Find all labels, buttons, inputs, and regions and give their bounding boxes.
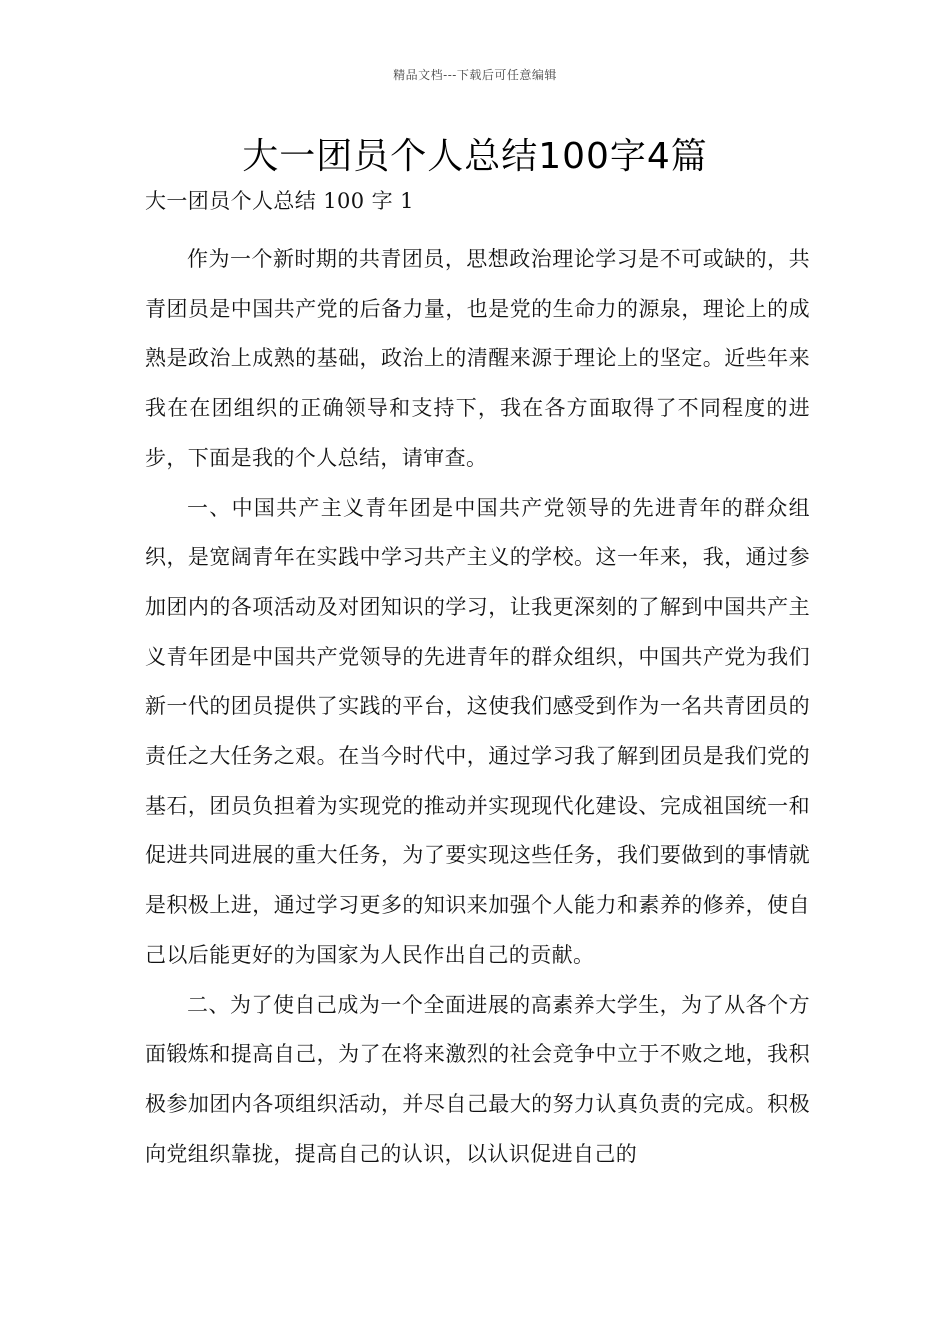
section-heading: 大一团员个人总结 100 字 1 — [145, 189, 414, 213]
paragraph-3: 二、为了使自己成为一个全面进展的高素养大学生，为了从各个方面锻炼和提高自己，为了在将来激烈的社会竞争中立于不败之地，我积极参加团内各项组织活动，并尽自己最大的努力认真负责的完成。积极向党组织靠拢，提高自己的认识，以认识促进自己的 — [145, 992, 810, 1166]
document-title: 大一团员个人总结100字4篇 — [242, 136, 708, 177]
document-body — [145, 186, 810, 1179]
paragraph-2: 一、中国共产主义青年团是中国共产党领导的先进青年的群众组织，是宽阔青年在实践中学习共产主义的学校。这一年来，我，通过参加团内的各项活动及对团知识的学习，让我更深刻的了解到中国共产主义青年团是中国共产党领导的先进青年的群众组织，中国共产党为我们新一代的团员提供了实践的平台，这使我们感受到作为一名共青团员的责任之大任务之艰。在当今时代中，通过学习我了解到团员是我们党的基石，团员负担着为实现党的推动并实现现代化建设、完成祖国统一和促进共同进展的重大任务，为了要实现这些任务，我们要做到的事情就是积极上进，通过学习更多的知识来加强个人能力和素养的修养，使自己以后能更好的为国家为人民作出自己的贡献。 — [145, 495, 810, 967]
header-note: 精品文档---下载后可任意编辑 — [393, 68, 557, 82]
paragraph-1: 作为一个新时期的共青团员，思想政治理论学习是不可或缺的，共青团员是中国共产党的后备力量，也是党的生命力的源泉，理论上的成熟是政治上成熟的基础，政治上的清醒来源于理论上的坚定。近些年来我在在团组织的正确领导和支持下，我在各方面取得了不同程度的进步，下面是我的个人总结，请审查。 — [145, 247, 810, 470]
